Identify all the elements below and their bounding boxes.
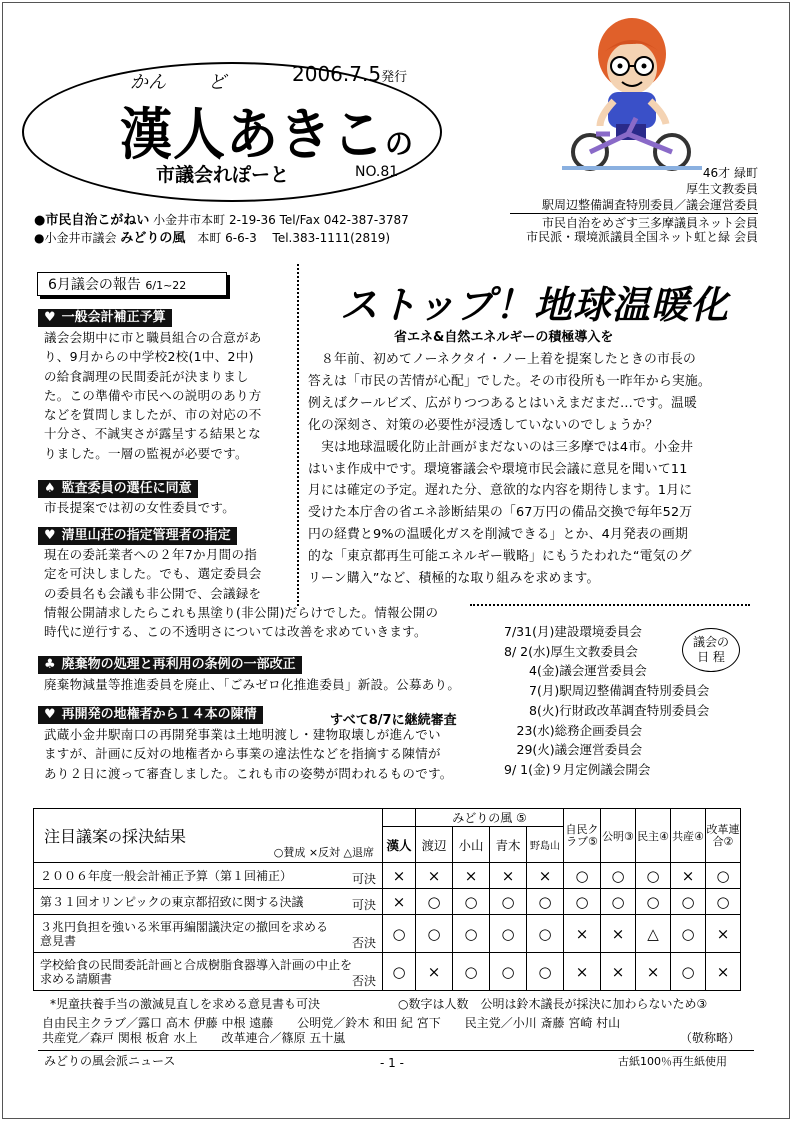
club-icon: ♣ — [44, 657, 56, 672]
newsletter-subtitle: 市議会れぽーと — [156, 164, 290, 186]
col-minshu: 民主④ — [636, 809, 671, 863]
profile-divider — [510, 213, 758, 214]
profile-age: 46才 緑町 — [702, 166, 758, 180]
schedule-badge: 議会の 日 程 — [682, 628, 740, 672]
footer-left: みどりの風会派ニュース — [44, 1054, 176, 1068]
col-watanabe: 渡辺 — [416, 827, 453, 863]
contact-line-1: ●市民自治こがねい 小金井市本町 2-19-36 Tel/Fax 042-387-3787 — [34, 213, 409, 228]
section-text-redevelopment: 武蔵小金井駅南口の再開発事業は土地明渡し・建物取壊しが進んでい ますが、計画に反対の地権者から事業の違法性などを指摘する陳情が あり２日に渡って審査しました。これも市の姿勢が問われるものです。 — [44, 727, 453, 781]
vote-table-title: 注目議案の採決結果 ○賛成 ×反対 △退席 — [34, 809, 383, 863]
issue-number: NO.81 — [355, 164, 399, 180]
schedule-item: 23(水)総務企画委員会 — [504, 722, 643, 738]
continued-review-note: すべて8/7に継続審査 — [330, 713, 457, 728]
col-koyama: 小山 — [453, 827, 490, 863]
profile-special: 駅周辺整備調査特別委員／議会運営委員 — [541, 198, 758, 212]
group-midorinokaze: みどりの風 ⑤ — [416, 809, 564, 827]
furigana-do: ど — [208, 72, 226, 93]
section-divider — [470, 604, 750, 606]
profile-committee: 厚生文教委員 — [685, 182, 758, 196]
heart-icon: ♥ — [44, 707, 56, 722]
footnote-opinion: *児童扶養手当の激減見直しを求める意見書も可決 — [50, 997, 321, 1011]
contact-line-2: ●小金井市議会 みどりの風 本町 6-6-3 Tel.383-1111(2819) — [34, 231, 391, 246]
col-komei: 公明③ — [601, 809, 636, 863]
article-body: ８年前、初めてノーネクタイ・ノー上着を提案したときの市長の 答えは「市民の苦情が心配」でした。その市役所も一昨年から実施。 例えばクールビズ、広がりつつあるとはいえまだまだ…です。温暖 化の深刻さ、対策の必要性が浸透していないのでしょうか？ 実は地球温暖化防止計画がまだないのは三多摩では4市。小金井 はいま作成中です。環境審議会や環境市民会議に意見を聞いて11 月には確定の予定。遅れた分、意欲的な内容を期待します。1月に 受けた本庁舎の省エネ診断結果の「67万円の備品交換で毎年52万 円の経費と9%の温暖化ガスを削減できる」とか、4月発表の画期 的な「東京都再生可能エネルギー戦略」にもうたわれた“電気のグ リーン購入”など、積極的な取り組みを求めます。 — [308, 352, 711, 587]
column-divider — [297, 264, 299, 606]
section-text-auditor: 市長提案では初の女性委員です。 — [44, 500, 236, 515]
col-kando: 漢人 — [383, 827, 416, 863]
col-aoki: 青木 — [490, 827, 527, 863]
furigana-kan: かん — [130, 72, 166, 93]
honorific-note: （敬称略） — [680, 1031, 741, 1045]
schedule-item: 8(火)行財政改革調査特別委員会 — [504, 702, 710, 718]
section-text-kiyosato: 現在の委託業者への２年7か月間の指 定を可決しました。でも、選定委員会 の委員名も会議も非公開で、会議録を 情報公開請求したらこれも黒塗り(非公開)だらけでした。情報公開の 時代に逆行する、この不透明さについては改善を求めていきます。 — [44, 547, 439, 640]
members-line-2: 共産党／森戸 関根 板倉 水上 改革連合／篠原 五十嵐 — [42, 1031, 346, 1045]
vote-row: ２００６年度一般会計補正予算（第１回補正） 可決 × × × × × ○ ○ ○ × ○ — [34, 863, 741, 889]
schedule-item: 8/ 2(水)厚生文教委員会 — [504, 643, 638, 659]
council-schedule — [504, 622, 709, 780]
section-head-budget: ♥ 一般会計補正予算 — [38, 309, 172, 327]
schedule-item: 29(火)議会運営委員会 — [504, 742, 643, 758]
section-head-redevelopment: ♥ 再開発の地権者から１４本の陳情 — [38, 706, 263, 724]
section-head-waste: ♣ 廃棄物の処理と再利用の条例の一部改正 — [38, 656, 302, 674]
col-nojimayama: 野島山 — [527, 827, 564, 863]
vote-results-table — [33, 808, 741, 991]
report-title-box: 6月議会の報告 6/1~22 — [37, 272, 227, 296]
schedule-item: 4(金)議会運営委員会 — [504, 663, 647, 679]
vote-row: ３兆円負担を強いる米軍再編閣議決定の撤回を求める意見書 否決 ○ ○ ○ ○ ○ × × △ ○ × — [34, 915, 741, 953]
article-subheadline: 省エネ&自然エネルギーの積極導入を — [394, 330, 614, 345]
newsletter-title: 漢人あきこの — [120, 103, 415, 168]
footer-divider — [38, 1050, 754, 1051]
profile-network: 市民自治をめざす三多摩議員ネット会員 — [541, 216, 758, 230]
heart-icon: ♥ — [44, 528, 56, 543]
schedule-item: 7(月)駅周辺整備調査特別委員会 — [504, 683, 710, 699]
profile-network-2: 市民派・環境派議員全国ネット虹と緑 会員 — [526, 230, 758, 244]
spade-icon: ♠ — [44, 481, 56, 496]
schedule-item: 9/ 1(金)９月定例議会開会 — [504, 761, 651, 777]
vote-row: 学校給食の民間委託計画と合成樹脂食器導入計画の中止を求める請願書 否決 ○ × ○ ○ ○ × × × ○ × — [34, 953, 741, 991]
col-kyosan: 共産④ — [671, 809, 706, 863]
vote-row: 第３１回オリンピックの東京都招致に関する決議 可決 × ○ ○ ○ ○ ○ ○ ○ ○ ○ — [34, 889, 741, 915]
schedule-item: 7/31(月)建設環境委員会 — [504, 624, 642, 639]
section-head-auditor: ♠ 監査委員の選任に同意 — [38, 480, 198, 498]
mascot-illustration — [540, 6, 720, 176]
footer-right: 古紙100％再生紙使用 — [618, 1055, 727, 1068]
footnote-numbers: ○数字は人数 公明は鈴木議長が採決に加わらないため③ — [398, 997, 708, 1011]
section-text-budget: 議会会期中に市と職員組合の合意があ り、9月からの中学校2校(1中、2中) の給食調理の民間委託が決まりまし た。この準備や市民への説明のあり方 などを質問しましたが、市の対応の不 十分さ、不誠実さが露呈する結果とな りました。一層の監視が必要です。 — [44, 330, 262, 461]
section-text-waste: 廃棄物減量等推進委員を廃止、「ごみゼロ化推進委員」新設。公募あり。 — [44, 677, 461, 692]
col-jimin: 自民クラブ⑤ — [564, 809, 601, 863]
col-kaikaku: 改革連合② — [706, 809, 741, 863]
heart-icon: ♥ — [44, 310, 56, 325]
issue-date: 2006.7.5発行 — [292, 62, 408, 86]
page-number: - 1 - — [380, 1056, 404, 1070]
section-head-kiyosato: ♥ 清里山荘の指定管理者の指定 — [38, 527, 237, 545]
article-headline: ストップ！地球温暖化 — [340, 283, 729, 327]
members-line-1: 自由民主クラブ／露口 高木 伊藤 中根 遠藤 公明党／鈴木 和田 紀 宮下 民主党／小川 斎藤 宮崎 村山 — [42, 1016, 621, 1030]
